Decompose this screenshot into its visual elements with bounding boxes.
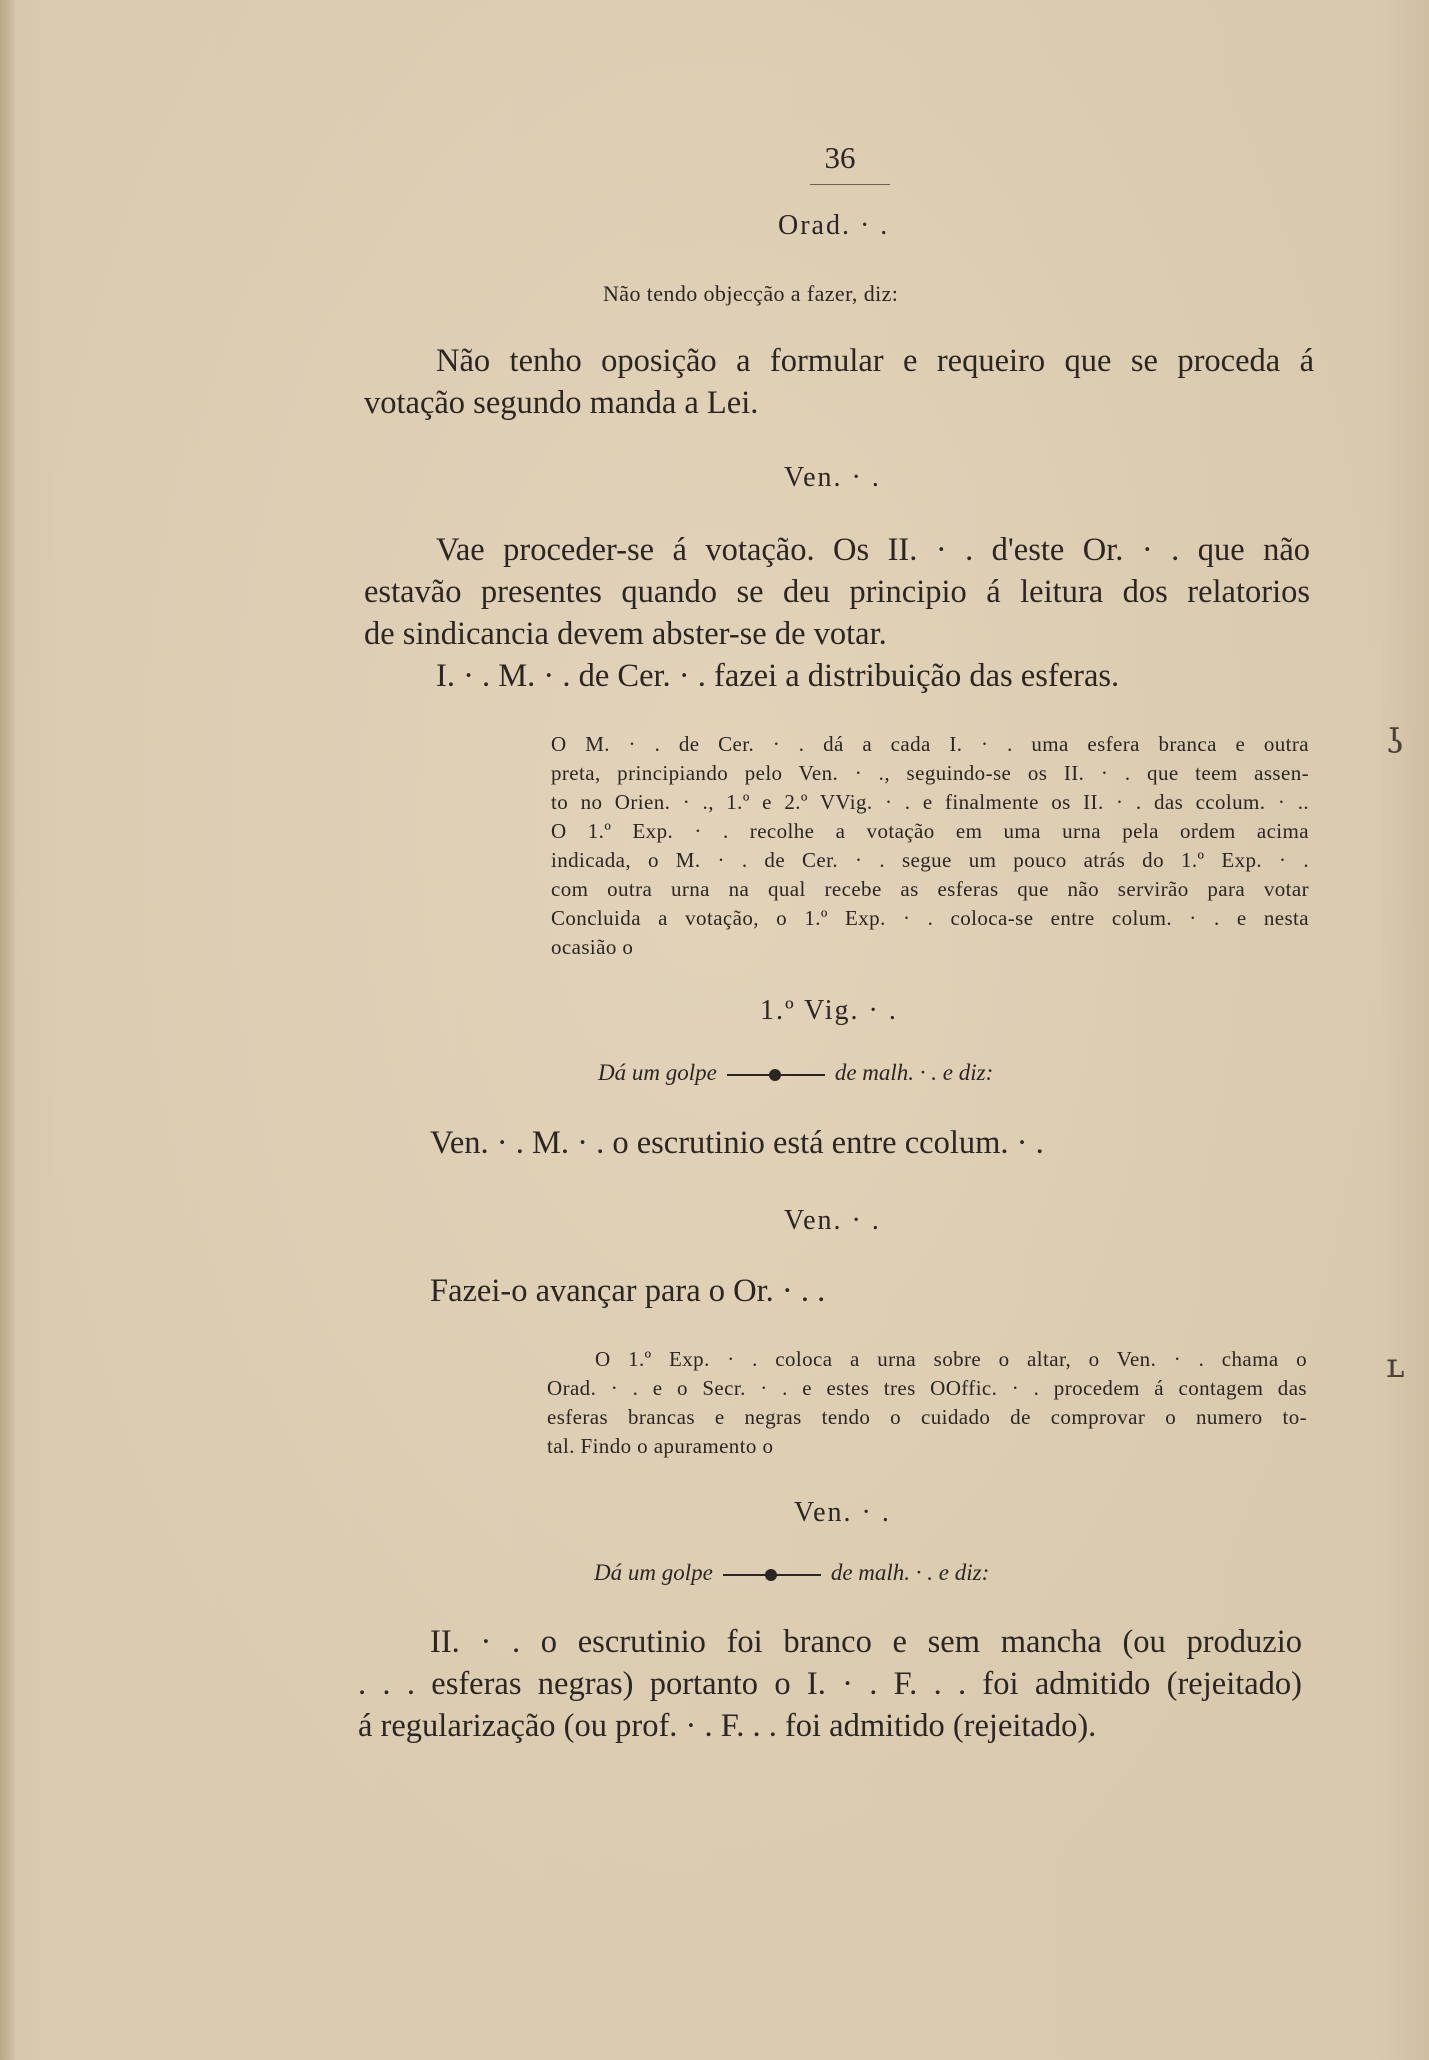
ven-speech-3-line-2: . . . esferas negras) portanto o I. · . F. . . foi admitido (rejeitado): [358, 1666, 1302, 1702]
gavel-direction-1: [598, 1060, 993, 1086]
gavel-strike-icon: [727, 1068, 825, 1082]
ven-speech-1-line-2: estavão presentes quando se deu principio á leitura dos relatorios: [364, 574, 1310, 610]
ven-speech-3-line-3: á regularização (ou prof. · . F. . . foi admitido (rejeitado).: [358, 1708, 1097, 1744]
instruction-2-line-1: O 1.º Exp. · . coloca a urna sobre o altar, o Ven. · . chama o: [595, 1347, 1307, 1371]
vig-speech: Ven. · . M. · . o escrutinio está entre ccolum. · .: [430, 1125, 1044, 1161]
instruction-1-line-5: indicada, o M. · . de Cer. · . segue um pouco atrás do 1.º Exp. · .: [551, 848, 1309, 872]
instruction-1-line-6: com outra urna na qual recebe as esferas que não servirão para votar: [551, 877, 1309, 901]
ven-speech-1-line-3: de sindicancia devem abster-se de votar.: [364, 616, 887, 652]
instruction-2-line-4: tal. Findo o apuramento o: [547, 1434, 774, 1458]
speaker-heading-vig: 1.º Vig. · .: [760, 995, 898, 1026]
instruction-1-line-8: ocasião o: [551, 935, 634, 959]
gavel-direction-1-after: de malh. · . e diz:: [834, 1060, 994, 1085]
instruction-2-line-3: esferas brancas e negras tendo o cuidado de comprovar o numero to-: [547, 1405, 1307, 1429]
gavel-direction-2-before: Dá um golpe: [594, 1560, 713, 1585]
instruction-1-line-3: to no Orien. · ., 1.º e 2.º VVig. · . e finalmente os II. · . das ccolum. · ..: [551, 790, 1309, 814]
gavel-strike-icon: [723, 1568, 821, 1582]
instruction-1-line-1: O M. · . de Cer. · . dá a cada I. · . uma esfera branca e outra: [551, 732, 1309, 756]
page-number-rule: [810, 184, 890, 185]
instruction-1-line-7: Concluida a votação, o 1.º Exp. · . coloca-se entre colum. · . e nesta: [551, 906, 1309, 930]
page-number: 36: [824, 140, 856, 175]
stage-direction-orad: Não tendo objecção a fazer, diz:: [603, 281, 899, 306]
ven-speech-1-line-4: I. · . M. · . de Cer. · . fazei a distribuição das esferas.: [436, 658, 1120, 694]
speaker-heading-ven-3: Ven. · .: [794, 1497, 891, 1528]
instruction-1-line-4: O 1.º Exp. · . recolhe a votação em uma urna pela ordem acima: [551, 819, 1309, 843]
ven-speech-1-line-1: Vae proceder-se á votação. Os II. · . d'este Or. · . que não: [436, 532, 1310, 568]
gavel-direction-1-before: Dá um golpe: [598, 1060, 717, 1085]
orad-speech-line-1: Não tenho oposição a formular e requeiro que se proceda á: [436, 343, 1314, 379]
speaker-heading-ven-1: Ven. · .: [784, 462, 881, 493]
handwritten-margin-mark-1: ʖ: [1386, 722, 1405, 762]
gavel-direction-2-after: de malh. · . e diz:: [830, 1560, 990, 1585]
orad-speech-line-2: votação segundo manda a Lei.: [364, 385, 759, 421]
binding-edge: [0, 0, 14, 2060]
speaker-heading-orad: Orad. · .: [778, 210, 890, 241]
speaker-heading-ven-2: Ven. · .: [784, 1205, 881, 1236]
ven-speech-3-line-1: II. · . o escrutinio foi branco e sem mancha (ou produzio: [430, 1624, 1302, 1660]
gavel-direction-2: [594, 1560, 989, 1586]
instruction-1-line-2: preta, principiando pelo Ven. · ., seguindo-se os II. · . que teem assen-: [551, 761, 1309, 785]
handwritten-margin-mark-2: ʟ: [1386, 1346, 1405, 1386]
ven-speech-2: Fazei-o avançar para o Or. · . .: [430, 1273, 826, 1309]
instruction-2-line-2: Orad. · . e o Secr. · . e estes tres OOffic. · . procedem á contagem das: [547, 1376, 1307, 1400]
